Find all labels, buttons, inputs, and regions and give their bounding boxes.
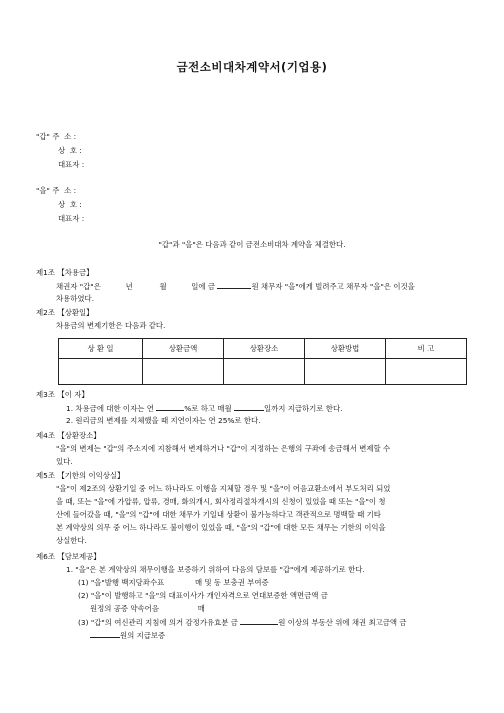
article-5-line: 을 때, 또는 "을"에 가압류, 압류, 경매, 화의개시, 회사정리절차개시의 신청이 있었을 때 또는 "을"이 청: [56, 497, 386, 506]
article-5-line: 상실한다.: [56, 536, 87, 545]
article-6-sub-3-c: 원의 지급보증: [120, 631, 166, 640]
article-6-sub-1-b: 매 및 동 보충권 부여증: [194, 578, 269, 587]
article-4-line-1: "을"의 변제는 "갑"의 주소지에 지참해서 변제하거나 "갑"이 지정하는 은행의 구좌에 송금해서 변제할 수: [56, 444, 391, 453]
article-6-sub-1: [36, 578, 470, 591]
article-3-item-1-c: 일까지 지급하기로 한다.: [263, 404, 343, 413]
article-3-item-1: [36, 403, 470, 416]
article-2-line-1: 차용금의 변제기한은 다음과 같다.: [56, 321, 166, 330]
table-header-method: 상환방법: [305, 339, 386, 359]
article-5: [36, 471, 470, 549]
table-header-amount: 상환금액: [143, 339, 224, 359]
article-6-sub-2-b: 원정의 공증 약속어음: [90, 604, 159, 613]
table-cell: [305, 359, 386, 385]
article-1-line-1: [36, 281, 470, 294]
article-1-amount-blank: [217, 281, 251, 289]
table-cell: [224, 359, 305, 385]
party-a-rep-label: 대표자 :: [58, 160, 85, 169]
table-cell: [386, 359, 467, 385]
party-b-name-label: 상 호 :: [58, 200, 82, 209]
table-header-remarks: 비 고: [386, 339, 467, 359]
article-6-appraisal-blank: [240, 617, 278, 625]
table-cell: [59, 359, 143, 385]
article-6-sub-3-a: (3) "갑"의 여신관리 지침에 의거 감정가유효분 금: [78, 618, 238, 627]
table-cell: [143, 359, 224, 385]
article-6-sub-3-b: 원 이상의 부동산 위에 채권 최고금액 금: [278, 618, 407, 627]
party-b-rep-label: 대표자 :: [58, 214, 85, 223]
article-3-item-1-b: %로 하고 매월: [184, 404, 232, 413]
article-6: [36, 552, 470, 643]
article-5-title: 제5조 【기한의 이익상실】: [36, 471, 125, 480]
party-a-address-label: "갑" 주 소 :: [36, 132, 77, 141]
table-header-date: 상 환 일: [59, 339, 143, 359]
document-title: 금전소비대차계약서(기업용): [176, 60, 328, 74]
article-4: [36, 431, 470, 470]
article-6-sub-2-a: (2) "을"이 발행하고 "을"의 대표이사가 개인자격으로 연대보증한 액면금액 금: [78, 591, 328, 600]
article-2: [36, 308, 470, 334]
article-3-item-2: 2. 원리금의 변제를 지체했을 때 지연이자는 연 25%로 한다.: [66, 416, 261, 425]
article-1: [36, 268, 470, 307]
article-6-sub-2: [36, 591, 470, 604]
article-1-text-e: 원 채무자 "을"에게 빌려주고 채무자 "을"은 이것을: [251, 282, 415, 291]
article-2-title: 제2조 【상환일】: [36, 308, 94, 317]
article-1-line-2: 차용하였다.: [56, 294, 95, 303]
article-1-title: 제1조 【차용금】: [36, 268, 94, 277]
party-a-name-label: 상 호 :: [58, 146, 82, 155]
article-6-guarantee-blank: [90, 630, 120, 638]
article-5-line: 본 계약상의 의무 중 어느 하나라도 불이행이 있었을 때, "을"의 "갑"에 대한 모든 채무는 기한의 이익을: [56, 523, 386, 532]
article-1-day-label: 일에 금: [191, 282, 216, 291]
article-4-line-2: 있다.: [56, 457, 73, 466]
article-6-sub-2-c: 매: [197, 604, 205, 613]
article-4-title: 제4조 【상환장소】: [36, 431, 101, 440]
repayment-schedule-table: [58, 338, 467, 385]
party-a-block: [36, 132, 94, 174]
table-header-place: 상환장소: [224, 339, 305, 359]
article-6-item-1: 1. "을"은 본 계약상의 채무이행을 보증하기 위하여 다음의 담보를 "갑"에게 제공하기로 한다.: [66, 565, 365, 574]
article-3-title: 제3조 【이 자】: [36, 390, 89, 399]
article-1-month-label: 월: [159, 282, 167, 291]
article-6-sub-2-cont: [36, 604, 470, 617]
article-1-year-label: 년: [125, 282, 133, 291]
article-6-sub-1-a: (1) "을"발행 백지당좌수표: [78, 578, 165, 587]
contract-intro: "갑"과 "을"은 다음과 같이 금전소비대차 계약을 체결한다.: [158, 240, 346, 249]
article-5-line: "을"이 제2조의 상환기일 중 어느 하나라도 이행을 지체할 경우 및 "을"이 어음교환소에서 부도처리 되었: [56, 484, 391, 493]
article-3: [36, 390, 470, 429]
article-6-sub-3: [36, 617, 470, 630]
article-3-day-blank: [234, 403, 264, 411]
article-6-title: 제6조 【담보제공】: [36, 552, 101, 561]
party-b-address-label: "을" 주 소 :: [36, 186, 77, 195]
party-b-block: [36, 186, 94, 228]
article-5-line: 산에 들어갔을 때, "을"의 "갑"에 대한 채무가 기일내 상환이 불가능하다고 객관적으로 명백할 때 기타: [56, 510, 381, 519]
article-1-text-a: 채권자 "갑"은: [56, 282, 101, 291]
article-3-rate-blank: [156, 403, 184, 411]
article-6-sub-3-cont: [36, 630, 470, 643]
article-3-item-1-a: 1. 차용금에 대한 이자는 연: [66, 404, 154, 413]
